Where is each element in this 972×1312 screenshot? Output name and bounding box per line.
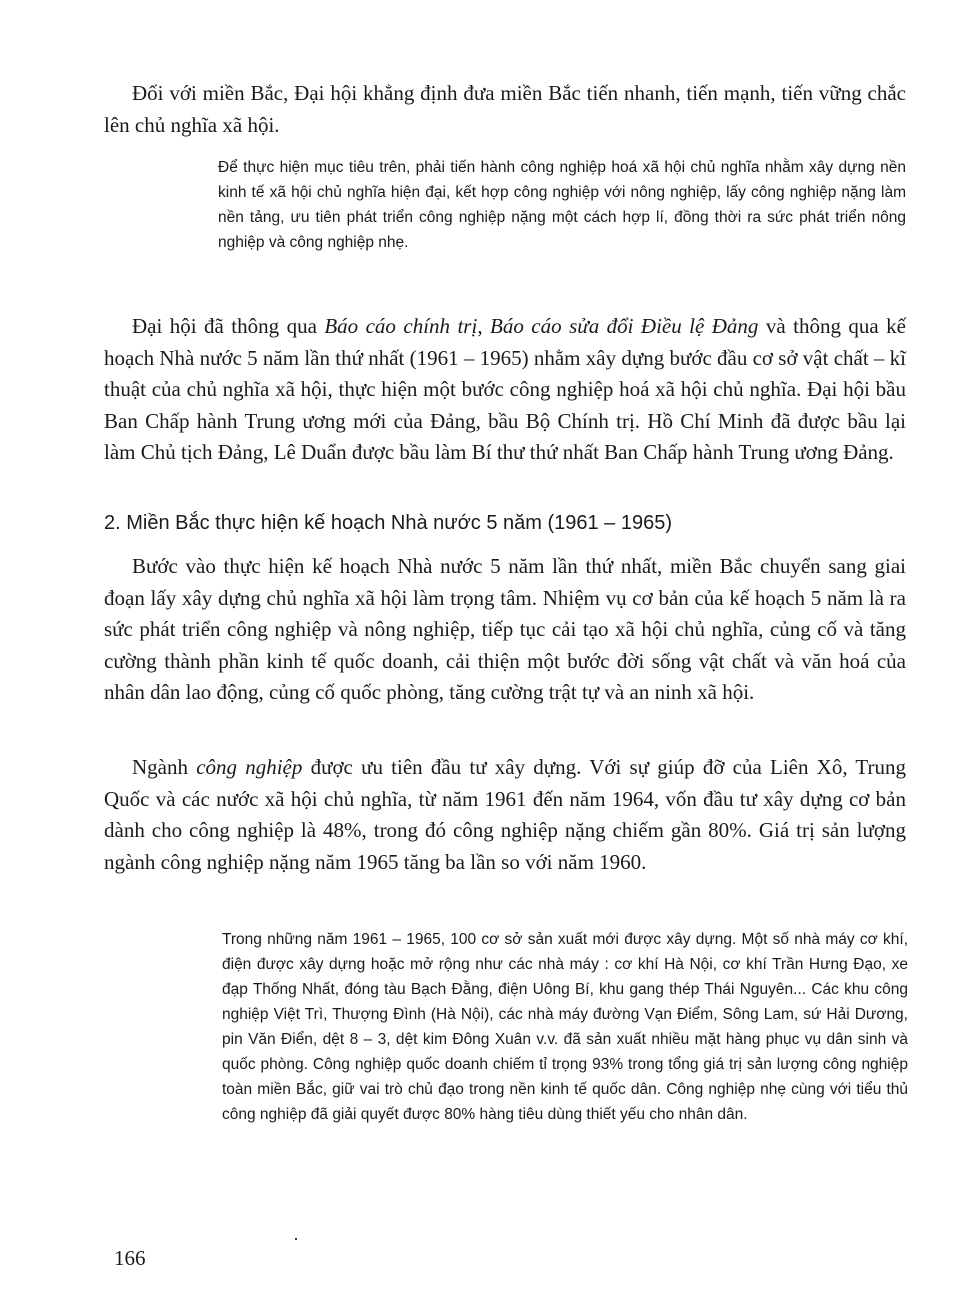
paragraph-2-separator: , [477,314,491,338]
report-political-title: Báo cáo chính trị [324,314,478,338]
paragraph-five-year-plan: Bước vào thực hiện kế hoạch Nhà nước 5 năm lần thứ nhất, miền Bắc chuyển sang giai đoạn lấy xây dựng chủ nghĩa xã hội làm trọng tâm. Nhiệm vụ cơ bản của kế hoạch 5 năm là ra sức phát triển công nghiệp và nông nghiệp, tiếp tục cải tạo xã hội chủ nghĩa, củng cố và tăng cường thành phần kinh tế quốc doanh, cải thiện một bước đời sống vật chất và văn hoá của nhân dân lao động, củng cố quốc phòng, tăng cường trật tự và an ninh xã hội. [104,554,906,704]
quote-industry-results: Trong những năm 1961 – 1965, 100 cơ sở sản xuất mới được xây dựng. Một số nhà máy cơ khí, điện được xây dựng hoặc mở rộng như các nhà máy : cơ khí Hà Nội, cơ khí Trần Hưng Đạo, xe đạp Thống Nhất, đóng tàu Bạch Đằng, điện Uông Bí, khu gang thép Thái Nguyên... Các khu công nghiệp Việt Trì, Thượng Đình (Hà Nội), các nhà máy đường Vạn Điểm, Sông Lam, sứ Hải Dương, pin Văn Điển, dệt 8 – 3, dệt kim Đông Xuân v.v. đã sản xuất nhiều mặt hàng phục vụ dân sinh và quốc phòng. Công nghiệp quốc doanh chiếm tỉ trọng 93% trong tổng giá trị sản lượng công nghiệp toàn miền Bắc, giữ vai trò chủ đạo trong nền kinh tế quốc dân. Công nghiệp nhẹ cùng với tiểu thủ công nghiệp đã giải quyết được 80% hàng tiêu dùng thiết yếu cho nhân dân. [222,931,908,1123]
paragraph-2-rest: và thông qua kế hoạch Nhà nước 5 năm lần thứ nhất (1961 – 1965) nhằm xây dựng bước đầu cơ sở vật chất – kĩ thuật của chủ nghĩa xã hội, thực hiện một bước công nghiệp hoá xã hội chủ nghĩa. Đại hội bầu Ban Chấp hành Trung ương mới của Đảng, bầu Bộ Chính trị. Hồ Chí Minh đã được bầu lại làm Chủ tịch Đảng, Lê Duẩn được bầu làm Bí thư thứ nhất Ban Chấp hành Trung ương Đảng. [104,314,907,464]
paragraph-industry [104,752,906,878]
paragraph-4-start: Ngành [132,755,197,779]
paragraph-2-start: Đại hội đã thông qua [132,314,325,338]
paragraph-4-rest: được ưu tiên đầu tư xây dựng. Với sự giúp đỡ của Liên Xô, Trung Quốc và các nước xã hội chủ nghĩa, từ năm 1961 đến năm 1964, vốn đầu tư xây dựng cơ bản dành cho công nghiệp là 48%, trong đó công nghiệp nặng chiếm gần 80%. Giá trị sản lượng ngành công nghiệp nặng năm 1965 tăng ba lần so với năm 1960. [104,755,906,874]
paragraph-congress-reports [104,311,906,469]
quote-industrialization: Để thực hiện mục tiêu trên, phải tiến hành công nghiệp hoá xã hội chủ nghĩa nhằm xây dựng nền kinh tế xã hội chủ nghĩa hiện đại, kết hợp công nghiệp với nông nghiệp, lấy công nghiệp nặng làm nền tảng, ưu tiên phát triển công nghiệp nặng một cách hợp lí, đồng thời ra sức phát triển nông nghiệp và công nghiệp nhẹ. [218,159,906,251]
stray-mark [295,1238,297,1240]
industry-italic: công nghiệp [196,755,303,779]
paragraph-north-goal: Đối với miền Bắc, Đại hội khẳng định đưa miền Bắc tiến nhanh, tiến mạnh, tiến vững chắc lên chủ nghĩa xã hội. [104,81,906,137]
section-heading: 2. Miền Bắc thực hiện kế hoạch Nhà nước 5 năm (1961 – 1965) [104,512,672,534]
report-charter-title: Báo cáo sửa đổi Điều lệ Đảng [490,314,759,338]
page-number: 166 [114,1246,146,1270]
